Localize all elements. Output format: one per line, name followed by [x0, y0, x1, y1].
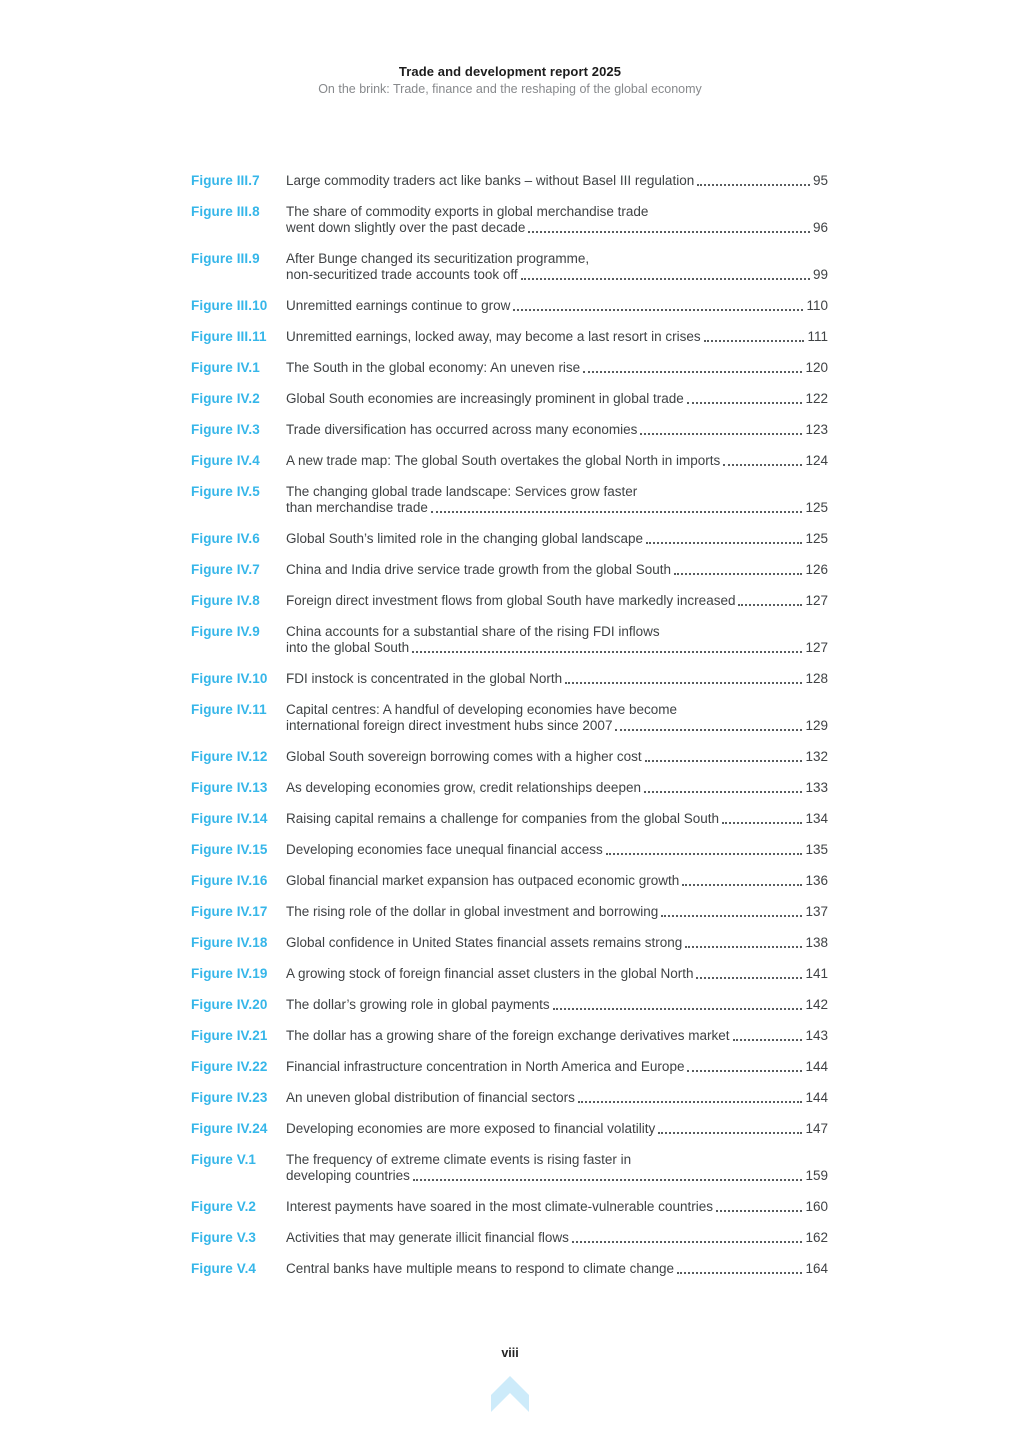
toc-entry[interactable]	[191, 173, 828, 189]
toc-page-number: 164	[805, 1261, 828, 1276]
dot-leader	[685, 946, 802, 948]
figure-list	[191, 173, 828, 1277]
figure-label: Figure IV.18	[191, 935, 268, 950]
toc-entry-text: non-securitized trade accounts took off	[286, 267, 518, 282]
toc-entry[interactable]	[191, 873, 828, 889]
toc-page-number: 125	[805, 531, 828, 546]
toc-page-number: 142	[805, 997, 828, 1012]
toc-entry-content	[286, 1230, 828, 1246]
toc-entry-endline	[286, 873, 828, 889]
toc-page-number: 125	[805, 500, 828, 515]
toc-entry-text: The South in the global economy: An uneven rise	[286, 360, 581, 375]
toc-entry[interactable]	[191, 251, 828, 283]
toc-entry[interactable]	[191, 298, 828, 314]
toc-entry-line	[286, 204, 828, 220]
toc-page-number: 122	[805, 391, 828, 406]
toc-page-number: 123	[805, 422, 828, 437]
toc-entry-text: into the global South	[286, 640, 410, 655]
dot-leader	[646, 542, 802, 544]
toc-page-number: 120	[805, 360, 828, 375]
toc-entry-text: Financial infrastructure concentration in North America and Europe	[286, 1059, 685, 1074]
toc-entry-text: Large commodity traders act like banks – without Basel III regulation	[286, 173, 695, 188]
toc-entry[interactable]	[191, 422, 828, 438]
toc-entry-text: developing countries	[286, 1168, 410, 1183]
toc-entry-endline	[286, 780, 828, 796]
toc-entry-content	[286, 204, 828, 236]
toc-entry[interactable]	[191, 391, 828, 407]
toc-entry-endline	[286, 671, 828, 687]
toc-entry[interactable]	[191, 453, 828, 469]
toc-entry-content	[286, 935, 828, 951]
toc-page-number: 147	[805, 1121, 828, 1136]
toc-entry[interactable]	[191, 1121, 828, 1137]
toc-entry-endline	[286, 1090, 828, 1106]
figure-label: Figure III.7	[191, 173, 260, 188]
dot-leader	[704, 340, 805, 342]
toc-entry-line	[286, 702, 828, 718]
toc-page-number: 162	[805, 1230, 828, 1245]
figure-label: Figure IV.15	[191, 842, 268, 857]
toc-entry-content	[286, 251, 828, 283]
toc-page-number: 134	[805, 811, 828, 826]
toc-entry-text: Global South sovereign borrowing comes with a higher cost	[286, 749, 642, 764]
toc-entry-text: Foreign direct investment flows from global South have markedly increased	[286, 593, 736, 608]
toc-page-number: 143	[805, 1028, 828, 1043]
figure-label: Figure IV.5	[191, 484, 260, 499]
toc-entry-endline	[286, 422, 828, 438]
dot-leader	[733, 1039, 803, 1041]
toc-entry-content	[286, 811, 828, 827]
dot-leader	[645, 760, 803, 762]
figure-label: Figure IV.19	[191, 966, 268, 981]
toc-entry-text: The dollar’s growing role in global payments	[286, 997, 550, 1012]
figure-label: Figure IV.1	[191, 360, 260, 375]
toc-entry-endline	[286, 935, 828, 951]
toc-page-number: 127	[805, 640, 828, 655]
toc-entry-text: Raising capital remains a challenge for companies from the global South	[286, 811, 719, 826]
toc-entry-content	[286, 1059, 828, 1075]
toc-entry-text: A new trade map: The global South overtakes the global North in imports	[286, 453, 721, 468]
toc-entry-endline	[286, 718, 828, 734]
toc-entry-line	[286, 251, 828, 267]
toc-entry-text: Capital centres: A handful of developing economies have become	[286, 702, 678, 717]
dot-leader	[615, 729, 802, 731]
dot-leader	[658, 1132, 802, 1134]
toc-entry-text: Global confidence in United States financial assets remains strong	[286, 935, 683, 950]
toc-entry-endline	[286, 1199, 828, 1215]
toc-entry-content	[286, 997, 828, 1013]
toc-page-number: 132	[805, 749, 828, 764]
figure-label: Figure IV.23	[191, 1090, 268, 1105]
toc-entry[interactable]	[191, 1090, 828, 1106]
document-header	[0, 64, 1020, 96]
dot-leader	[521, 278, 810, 280]
toc-entry-endline	[286, 220, 828, 236]
dot-leader	[687, 402, 803, 404]
toc-entry-endline	[286, 391, 828, 407]
toc-entry-endline	[286, 267, 828, 283]
dot-leader	[696, 977, 802, 979]
figure-label: Figure III.9	[191, 251, 260, 266]
toc-entry-endline	[286, 453, 828, 469]
toc-entry-text: Unremitted earnings, locked away, may become a last resort in crises	[286, 329, 701, 344]
dot-leader	[513, 309, 803, 311]
toc-entry-text: Global financial market expansion has outpaced economic growth	[286, 873, 680, 888]
figure-label: Figure V.2	[191, 1199, 257, 1214]
toc-entry-text: China and India drive service trade growth from the global South	[286, 562, 671, 577]
toc-entry-text: Activities that may generate illicit financial flows	[286, 1230, 569, 1245]
dot-leader	[413, 1179, 803, 1181]
toc-entry[interactable]	[191, 997, 828, 1013]
toc-entry-endline	[286, 1261, 828, 1277]
toc-entry-endline	[286, 173, 828, 189]
dot-leader	[644, 791, 803, 793]
page-title: Trade and development report 2025	[398, 64, 622, 79]
dot-leader	[738, 604, 802, 606]
toc-entry-text: The share of commodity exports in global merchandise trade	[286, 204, 649, 219]
toc-entry-endline	[286, 593, 828, 609]
toc-entry[interactable]	[191, 749, 828, 765]
dot-leader	[553, 1008, 803, 1010]
dot-leader	[528, 231, 810, 233]
toc-entry[interactable]	[191, 1028, 828, 1044]
toc-page-number: 124	[805, 453, 828, 468]
toc-entry-endline	[286, 904, 828, 920]
toc-page-number: 136	[805, 873, 828, 888]
dot-leader	[661, 915, 802, 917]
toc-entry[interactable]	[191, 593, 828, 609]
toc-entry-text: Interest payments have soared in the most climate-vulnerable countries	[286, 1199, 713, 1214]
toc-entry-content	[286, 360, 828, 376]
toc-entry-text: The changing global trade landscape: Services grow faster	[286, 484, 638, 499]
toc-page-number: 133	[805, 780, 828, 795]
toc-entry-text: Global South’s limited role in the changing global landscape	[286, 531, 643, 546]
toc-page-number: 137	[805, 904, 828, 919]
toc-entry-content	[286, 391, 828, 407]
figure-label: Figure IV.11	[191, 702, 267, 717]
toc-entry-endline	[286, 360, 828, 376]
dot-leader	[697, 184, 810, 186]
figure-label: Figure IV.9	[191, 624, 260, 639]
toc-page-number: 160	[805, 1199, 828, 1214]
toc-entry-content	[286, 624, 828, 656]
toc-page-number: 110	[806, 298, 828, 313]
toc-entry-text: Developing economies are more exposed to financial volatility	[286, 1121, 656, 1136]
toc-entry[interactable]	[191, 624, 828, 656]
figure-label: Figure IV.3	[191, 422, 260, 437]
toc-entry-text: After Bunge changed its securitization programme,	[286, 251, 590, 266]
dot-leader	[583, 371, 802, 373]
toc-entry-content	[286, 531, 828, 547]
toc-entry-content	[286, 1028, 828, 1044]
dot-leader	[578, 1101, 803, 1103]
toc-entry-content	[286, 1199, 828, 1215]
toc-entry-content	[286, 749, 828, 765]
dot-leader	[722, 822, 802, 824]
toc-entry-endline	[286, 1059, 828, 1075]
toc-page-number: 135	[805, 842, 828, 857]
toc-page-number: 138	[805, 935, 828, 950]
toc-entry-text: Unremitted earnings continue to grow	[286, 298, 511, 313]
figure-label: Figure III.10	[191, 298, 268, 313]
figure-label: Figure IV.16	[191, 873, 268, 888]
figure-label: Figure IV.22	[191, 1059, 268, 1074]
toc-entry-content	[286, 173, 828, 189]
dot-leader	[682, 884, 802, 886]
toc-entry-endline	[286, 1028, 828, 1044]
toc-entry-text: An uneven global distribution of financial sectors	[286, 1090, 575, 1105]
toc-entry-content	[286, 484, 828, 516]
figure-label: Figure IV.2	[191, 391, 260, 406]
figure-label: Figure IV.13	[191, 780, 268, 795]
figure-label: Figure IV.7	[191, 562, 260, 577]
toc-entry[interactable]	[191, 842, 828, 858]
toc-entry-endline	[286, 966, 828, 982]
toc-entry-line	[286, 484, 828, 500]
toc-entry-text: Central banks have multiple means to respond to climate change	[286, 1261, 674, 1276]
toc-page-number: 95	[812, 173, 828, 188]
toc-page-number: 96	[812, 220, 828, 235]
figure-label: Figure III.8	[191, 204, 260, 219]
toc-entry[interactable]	[191, 1261, 828, 1277]
toc-entry-content	[286, 562, 828, 578]
toc-entry-content	[286, 298, 828, 314]
toc-page-number: 99	[812, 267, 828, 282]
toc-entry-content	[286, 593, 828, 609]
figure-label: Figure IV.21	[191, 1028, 268, 1043]
toc-entry-endline	[286, 749, 828, 765]
toc-page-number: 144	[805, 1090, 828, 1105]
figure-label: Figure III.11	[191, 329, 267, 344]
dot-leader	[716, 1210, 803, 1212]
toc-entry-content	[286, 671, 828, 687]
toc-entry-text: Global South economies are increasingly prominent in global trade	[286, 391, 684, 406]
dot-leader	[606, 853, 803, 855]
figure-label: Figure V.1	[191, 1152, 257, 1167]
figure-label: Figure IV.4	[191, 453, 260, 468]
figure-label: Figure IV.17	[191, 904, 268, 919]
chevron-up-logo	[491, 1376, 529, 1416]
toc-entry-content	[286, 1121, 828, 1137]
toc-entry-content	[286, 422, 828, 438]
toc-entry-content	[286, 873, 828, 889]
figure-label: Figure IV.12	[191, 749, 268, 764]
figure-label: Figure IV.24	[191, 1121, 268, 1136]
toc-page-number: 111	[807, 329, 828, 344]
toc-page-number: 127	[805, 593, 828, 608]
toc-page-number: 141	[805, 966, 828, 981]
toc-entry-endline	[286, 1168, 828, 1184]
page-subtitle: On the brink: Trade, finance and the reshaping of the global economy	[318, 82, 702, 96]
toc-entry-content	[286, 329, 828, 345]
toc-entry-text: A growing stock of foreign financial asset clusters in the global North	[286, 966, 694, 981]
toc-entry[interactable]	[191, 811, 828, 827]
toc-entry-text: As developing economies grow, credit relationships deepen	[286, 780, 641, 795]
toc-entry-endline	[286, 811, 828, 827]
toc-entry[interactable]	[191, 966, 828, 982]
toc-entry[interactable]	[191, 1152, 828, 1184]
toc-entry[interactable]	[191, 671, 828, 687]
toc-entry-content	[286, 453, 828, 469]
toc-entry-content	[286, 904, 828, 920]
toc-entry-endline	[286, 842, 828, 858]
toc-entry[interactable]	[191, 1199, 828, 1215]
toc-entry[interactable]	[191, 360, 828, 376]
toc-entry-content	[286, 702, 828, 734]
toc-entry-endline	[286, 997, 828, 1013]
toc-entry-endline	[286, 640, 828, 656]
toc-page-number: 159	[805, 1168, 828, 1183]
dot-leader	[674, 573, 803, 575]
figure-label: Figure V.4	[191, 1261, 257, 1276]
toc-entry-text: The rising role of the dollar in global investment and borrowing	[286, 904, 659, 919]
figure-label: Figure IV.10	[191, 671, 268, 686]
toc-entry[interactable]	[191, 562, 828, 578]
toc-entry[interactable]	[191, 935, 828, 951]
toc-page-number: 126	[805, 562, 828, 577]
toc-entry-content	[286, 1152, 828, 1184]
toc-entry-text: Developing economies face unequal financial access	[286, 842, 603, 857]
figure-label: Figure IV.8	[191, 593, 260, 608]
toc-entry-endline	[286, 1121, 828, 1137]
toc-entry-text: China accounts for a substantial share of the rising FDI inflows	[286, 624, 660, 639]
toc-entry-text: The frequency of extreme climate events is rising faster in	[286, 1152, 632, 1167]
toc-page-number: 128	[805, 671, 828, 686]
toc-entry[interactable]	[191, 484, 828, 516]
toc-entry[interactable]	[191, 702, 828, 734]
figure-label: Figure IV.20	[191, 997, 268, 1012]
toc-entry-text: than merchandise trade	[286, 500, 428, 515]
dot-leader	[677, 1272, 803, 1274]
figure-label: Figure IV.14	[191, 811, 268, 826]
toc-entry-text: international foreign direct investment hubs since 2007	[286, 718, 613, 733]
toc-entry-endline	[286, 1230, 828, 1246]
dot-leader	[412, 651, 802, 653]
dot-leader	[431, 511, 803, 513]
toc-entry-line	[286, 1152, 828, 1168]
toc-entry[interactable]	[191, 329, 828, 345]
toc-entry-endline	[286, 531, 828, 547]
toc-entry-endline	[286, 329, 828, 345]
dot-leader	[640, 433, 802, 435]
toc-entry[interactable]	[191, 1230, 828, 1246]
dot-leader	[687, 1070, 802, 1072]
toc-entry[interactable]	[191, 1059, 828, 1075]
toc-entry[interactable]	[191, 531, 828, 547]
toc-entry[interactable]	[191, 904, 828, 920]
toc-page-number: 144	[805, 1059, 828, 1074]
dot-leader	[572, 1241, 803, 1243]
toc-entry-endline	[286, 500, 828, 516]
toc-entry-content	[286, 966, 828, 982]
toc-entry-text: went down slightly over the past decade	[286, 220, 526, 235]
folio-page-number: viii	[501, 1346, 519, 1360]
toc-entry-line	[286, 624, 828, 640]
toc-entry-text: The dollar has a growing share of the foreign exchange derivatives market	[286, 1028, 730, 1043]
figure-label: Figure IV.6	[191, 531, 260, 546]
dot-leader	[565, 682, 802, 684]
toc-entry-text: FDI instock is concentrated in the global North	[286, 671, 563, 686]
figure-label: Figure V.3	[191, 1230, 257, 1245]
toc-entry-content	[286, 1261, 828, 1277]
toc-entry[interactable]	[191, 204, 828, 236]
toc-entry-content	[286, 780, 828, 796]
toc-page-number: 129	[805, 718, 828, 733]
toc-entry-endline	[286, 298, 828, 314]
toc-entry-content	[286, 842, 828, 858]
toc-entry-text: Trade diversification has occurred across many economies	[286, 422, 638, 437]
toc-entry-endline	[286, 562, 828, 578]
toc-entry[interactable]	[191, 780, 828, 796]
dot-leader	[723, 464, 802, 466]
toc-entry-content	[286, 1090, 828, 1106]
